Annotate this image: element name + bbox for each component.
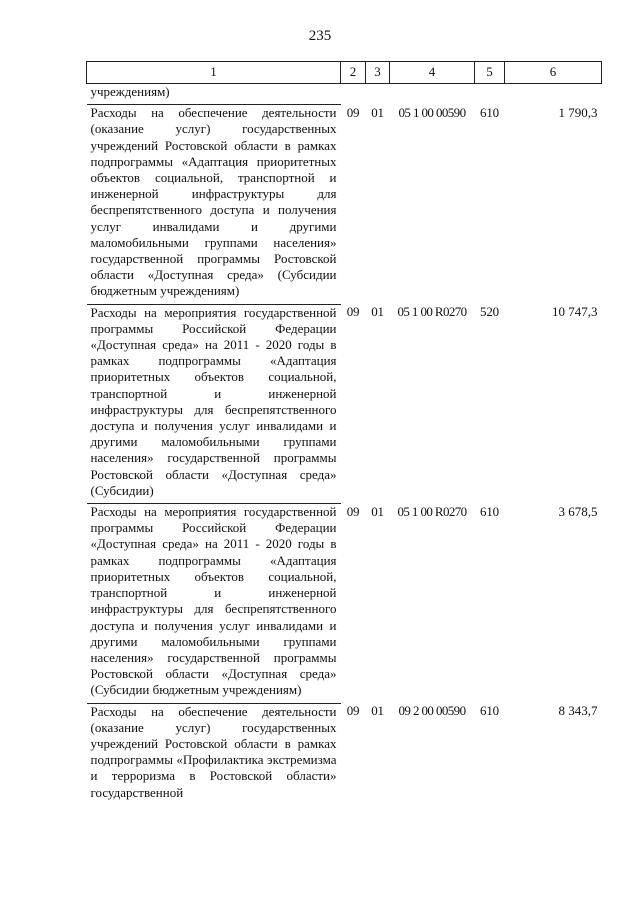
budget-table xyxy=(86,61,602,805)
row-section: 09 xyxy=(346,703,360,719)
row-expense-type: 610 xyxy=(480,503,499,519)
row-description: Расходы на обеспечение деятельности (оказание услуг) государственных учреждений Ростовской области в рамках подпрограммы «Профилактика экстремизма и терроризма в Ростовской области» государственной xyxy=(90,703,337,800)
continuation-row xyxy=(87,84,602,105)
row-subsection: 01 xyxy=(371,703,384,719)
row-section: 09 xyxy=(346,304,360,320)
row-target-article: 05 1 00 00590 xyxy=(398,104,466,120)
header-col-6: 6 xyxy=(505,62,602,84)
row-description: Расходы на мероприятия государственной программы Российской Федерации «Доступная среда» на 2011 - 2020 годы в рамках подпрограммы «Адаптация приоритетных объектов социальной, транспортной и инженерной инфраструктуры для беспрепятственного доступа и получения услуг инвалидами и другими маломобильными группами населения» государственной программы Ростовской области «Доступная среда» (Субсидии) xyxy=(87,304,341,503)
table-row xyxy=(87,703,602,805)
row-section: 09 xyxy=(346,104,360,120)
table-row xyxy=(87,304,602,503)
row-description: Расходы на обеспечение деятельности (оказание услуг) государственных учреждений Ростовской области в рамках подпрограммы «Адаптация приоритетных объектов социальной, транспортной и инженерной инфраструктуры для беспрепятственного доступа и получения услуг инвалидами и другими маломобильными группами населения» государственной программы Ростовской области «Доступная среда» (Субсидии бюджетным учреждениям) xyxy=(87,105,341,304)
table-row xyxy=(87,504,602,703)
row-description: Расходы на мероприятия государственной программы Российской Федерации «Доступная среда» на 2011 - 2020 годы в рамках подпрограммы «Адаптация приоритетных объектов социальной, транспортной и инженерной инфраструктуры для беспрепятственного доступа и получения услуг инвалидами и другими маломобильными группами населения» государственной программы Ростовской области «Доступная среда» (Субсидии бюджетным учреждениям) xyxy=(87,504,341,703)
row-section: 09 xyxy=(346,503,360,519)
row-amount: 1 790,3 xyxy=(558,104,598,120)
header-col-2: 2 xyxy=(341,62,366,84)
page-number: 235 xyxy=(308,28,332,44)
table-row xyxy=(87,105,602,304)
table-header-row xyxy=(87,62,602,84)
row-expense-type: 610 xyxy=(480,104,499,120)
row-target-article: 05 1 00 R0270 xyxy=(397,503,467,519)
row-target-article: 09 2 00 00590 xyxy=(398,703,466,719)
row-amount: 3 678,5 xyxy=(558,503,598,519)
header-col-5: 5 xyxy=(475,62,505,84)
row-target-article: 05 1 00 R0270 xyxy=(397,304,467,320)
row-subsection: 01 xyxy=(371,104,384,120)
row-amount: 10 747,3 xyxy=(552,304,598,320)
header-col-1: 1 xyxy=(87,62,341,84)
continuation-text: учреждениям) xyxy=(87,84,341,105)
row-amount: 8 343,7 xyxy=(558,703,598,719)
row-subsection: 01 xyxy=(371,304,384,320)
header-col-4: 4 xyxy=(390,62,475,84)
header-col-3: 3 xyxy=(366,62,390,84)
row-expense-type: 520 xyxy=(480,304,499,320)
row-expense-type: 610 xyxy=(480,703,499,719)
row-subsection: 01 xyxy=(371,503,384,519)
